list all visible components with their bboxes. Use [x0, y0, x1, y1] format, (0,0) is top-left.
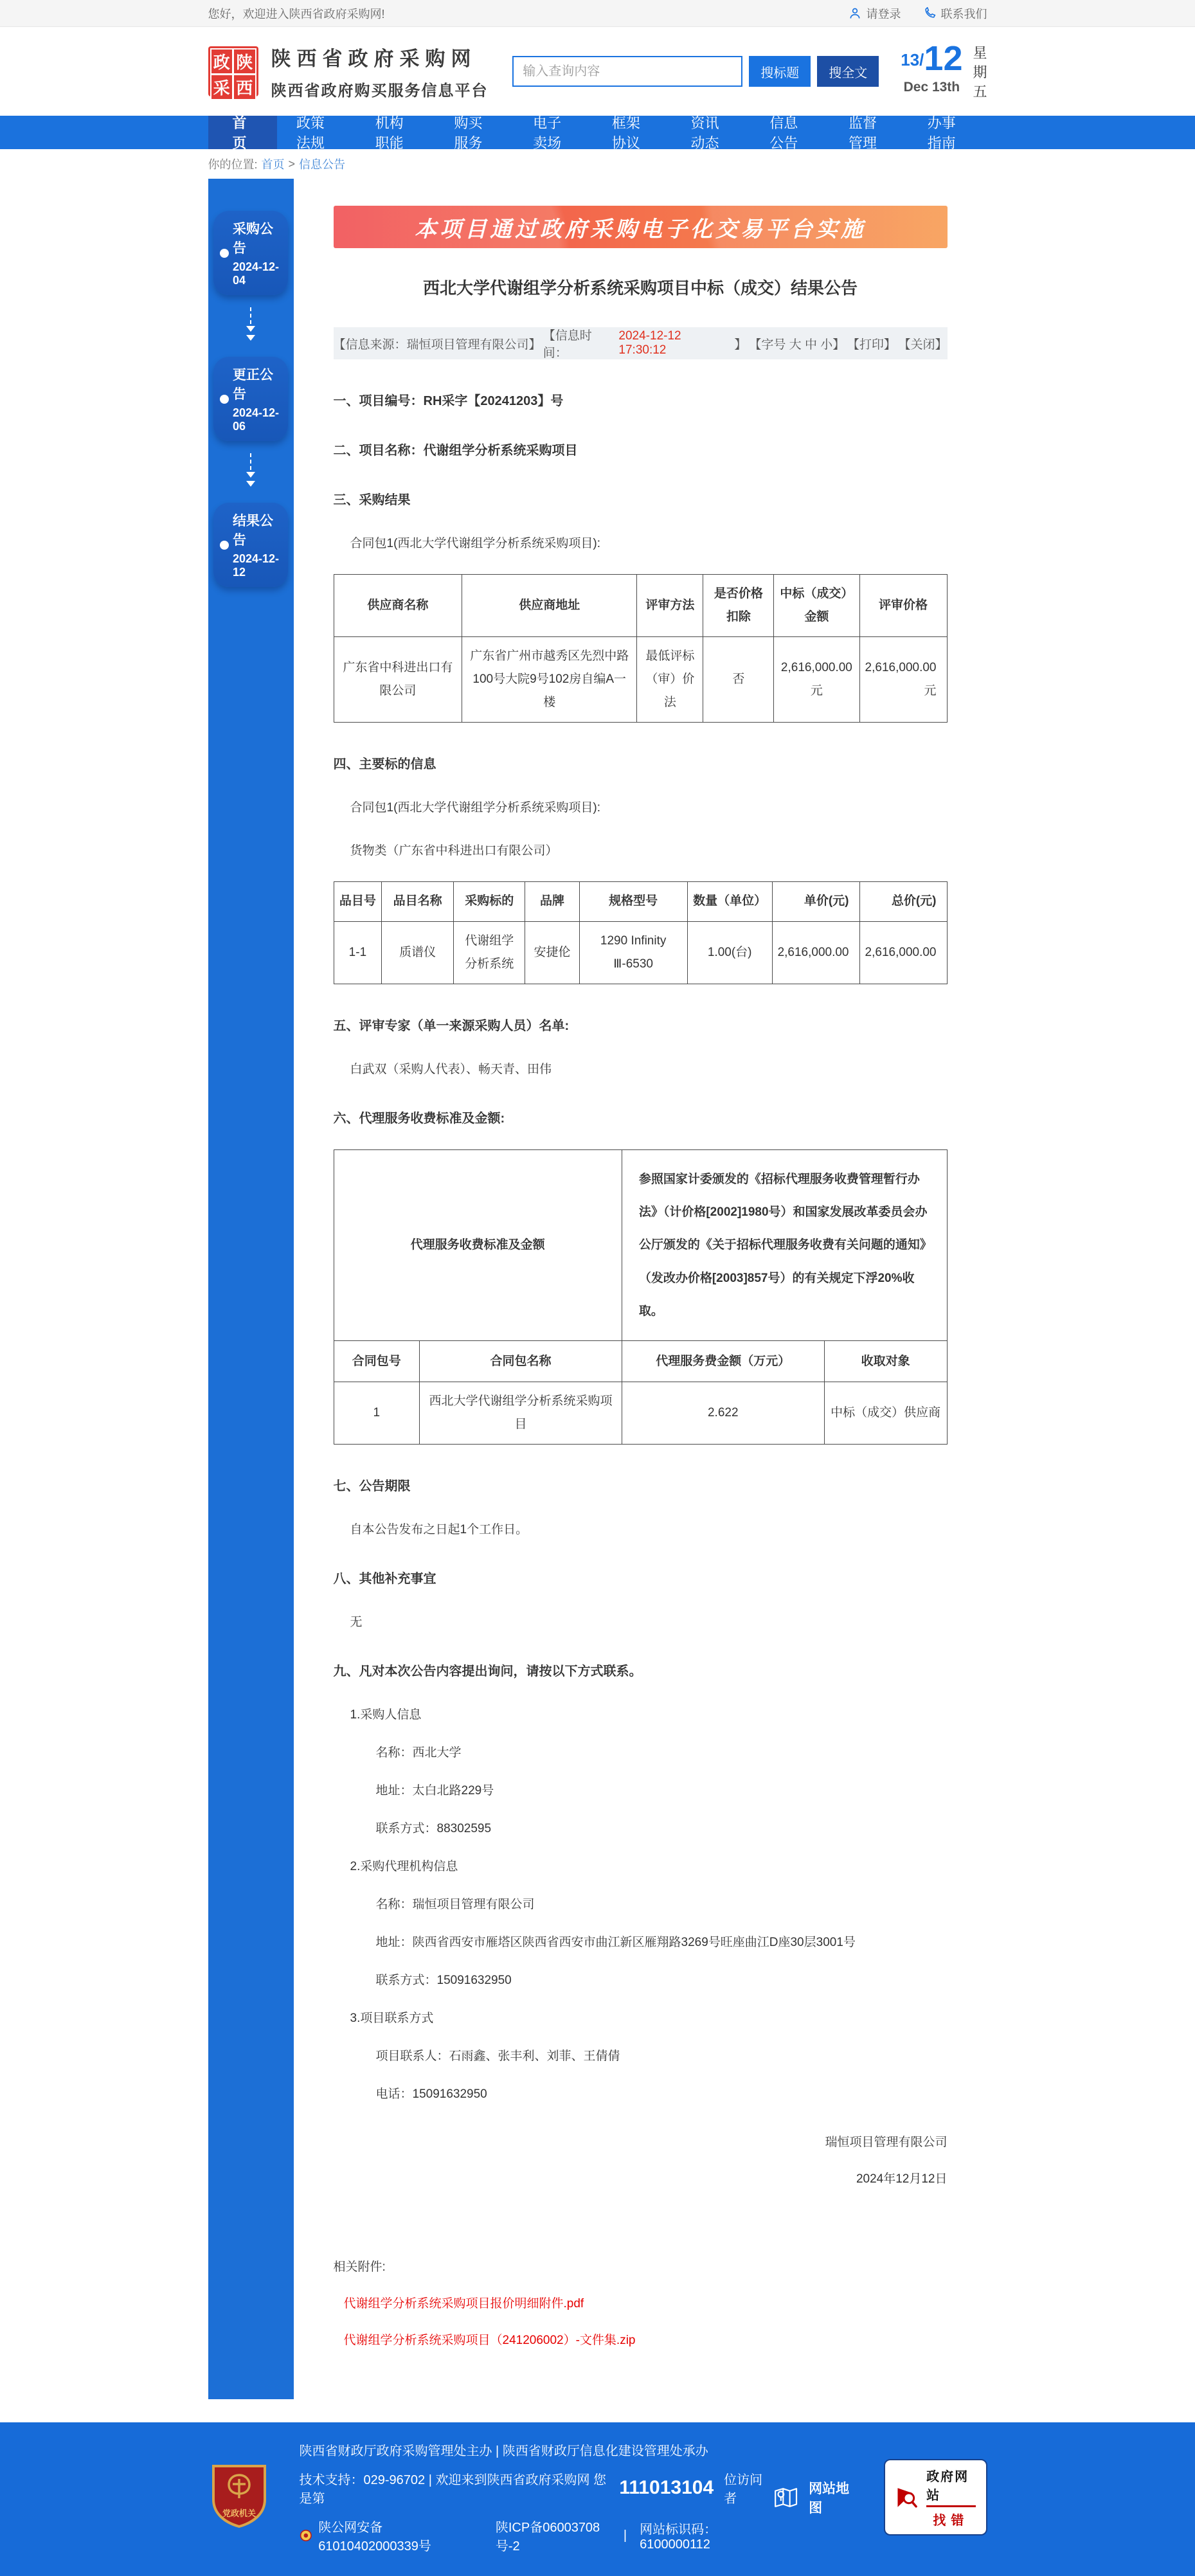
section-other-matters: 八、其他补充事宜: [333, 1572, 436, 1587]
announcement-title: 西北大学代谢组学分析系统采购项目中标（成交）结果公告: [422, 278, 858, 298]
print-button[interactable]: 【打印】: [847, 338, 896, 352]
section-procurement-result: 三、采购结果: [333, 493, 411, 507]
party-government-emblem: [208, 2462, 270, 2532]
visitor-count: 111013104: [619, 2477, 714, 2499]
footer-beian-line: 陕公网安备 61010402000339号 陕ICP备06003708号-2 | 网站标识码：6100000112: [300, 2517, 772, 2554]
search-input[interactable]: [512, 56, 742, 87]
article-panel: [294, 179, 987, 2399]
section-agency-fee: 六、代理服务收费标准及金额:: [333, 1111, 505, 1126]
breadcrumb: [0, 149, 1195, 179]
section-main-items: 四、主要标的信息: [333, 757, 436, 772]
breadcrumb-label: 你的位置:: [208, 158, 258, 171]
e-platform-banner: 本项目通过政府采购电子化交易平台实施: [334, 206, 948, 248]
agency-phone: 联系方式：15091632950: [375, 1974, 512, 1988]
section-contact: 九、凡对本次公告内容提出询问，请按以下方式联系。: [333, 1664, 642, 1679]
timeline-step-procurement-announcement[interactable]: 采购公告 2024-12-04: [213, 211, 288, 295]
close-button[interactable]: 【关闭】: [898, 338, 948, 352]
nav-item-home[interactable]: 首页: [208, 116, 277, 149]
section-project-name: 二、项目名称：代谢组学分析系统采购项目: [333, 444, 578, 458]
other-matters-text: 无: [350, 1616, 363, 1630]
timeline-step-correction-announcement[interactable]: 更正公告 2024-12-06: [213, 357, 288, 441]
breadcrumb-separator: >: [288, 157, 296, 170]
date-english: Dec 13th: [903, 80, 960, 95]
goods-category-line: 货物类（广东省中科进出口有限公司）: [350, 844, 558, 858]
nav-item-guide[interactable]: 办事指南: [927, 115, 956, 151]
announcement-timeline-sidebar: [208, 179, 294, 2399]
login-link[interactable]: 请登录: [849, 5, 901, 22]
search-title-button[interactable]: 搜标题: [749, 56, 811, 87]
attachment-link-pdf[interactable]: 代谢组学分析系统采购项目报价明细附件.pdf: [343, 2297, 584, 2311]
section-experts: 五、评审专家（单一来源采购人员）名单:: [333, 1018, 570, 1033]
info-time-label: 【信息时间：: [543, 329, 592, 360]
table-row: 1 西北大学代谢组学分析系统采购项目 2.622 中标（成交）供应商: [334, 1382, 947, 1445]
table-row: 1-1 质谱仪 代谢组学分析系统 安捷伦 1290 Infinity Ⅲ-6530 1.00(台) 2,616,000.00 2,616,000.00: [334, 921, 947, 984]
phone-icon: [923, 7, 936, 20]
beian-psb-link[interactable]: 陕公网安备 61010402000339号: [318, 2521, 431, 2554]
agency-address: 地址：陕西省西安市雁塔区陕西省西安市曲江新区雁翔路3269号旺座曲江D座30层3001号: [375, 1936, 856, 1950]
timeline-arrow-icon: [246, 295, 255, 357]
items-table: 品目号 品目名称 采购标的 品牌 规格型号 数量（单位） 单价(元) 总价(元) 1-1 质谱仪 代谢组学分析系统 安捷伦 1290 Infinity Ⅲ-6530 1.00(台) 2,616,000.00 2,616,000.00: [334, 881, 948, 984]
nav-item-functions[interactable]: 机构职能: [375, 115, 404, 151]
nav-item-purchase-services[interactable]: 购买服务: [454, 115, 483, 151]
purchaser-phone: 联系方式：88302595: [375, 1822, 492, 1836]
signoff-org: 瑞恒项目管理有限公司: [825, 2136, 948, 2150]
sitemap-map-icon: [772, 2483, 798, 2512]
breadcrumb-current-link[interactable]: 信息公告: [299, 158, 346, 171]
site-title: 陕西省政府采购网: [271, 48, 477, 70]
nav-item-e-mall[interactable]: 电子卖场: [533, 115, 562, 151]
welcome-text: 您好，欢迎进入陕西省政府采购网!: [208, 7, 385, 21]
agency-info-title: 2.采购代理机构信息: [350, 1860, 458, 1874]
main-nav: [0, 116, 1195, 149]
result-table: 供应商名称 供应商地址 评审方法 是否价格扣除 中标（成交）金额 评审价格 广东省中科进出口有限公司 广东省广州市越秀区先烈中路100号大院9号102房自编A一楼 最低评标（审）价法 否 2,616,000.00元 2,616,000.00元: [334, 574, 948, 723]
purchaser-address: 地址：太白北路229号: [375, 1784, 494, 1798]
user-icon: [849, 7, 861, 20]
section-project-number: 一、项目编号：RH采字【20241203】号: [333, 394, 564, 408]
nav-item-supervision[interactable]: 监督管理: [849, 115, 877, 151]
sitemap-link[interactable]: 网站地图: [772, 2478, 856, 2517]
agency-name: 名称：瑞恒项目管理有限公司: [375, 1898, 535, 1912]
contract-package-line: 合同包1(西北大学代谢组学分析系统采购项目):: [350, 801, 601, 815]
search-box: [512, 56, 879, 87]
contact-us-link[interactable]: 联系我们: [923, 5, 987, 22]
nav-item-announcements[interactable]: 信息公告: [769, 115, 798, 151]
footer-sponsor-line: 陕西省财政厅政府采购管理处主办 | 陕西省财政厅信息化建设管理处承办: [299, 2444, 708, 2459]
experts-names: 白武双（采购人代表）、畅天青、田伟: [350, 1062, 552, 1076]
nav-item-news[interactable]: 资讯动态: [690, 115, 719, 151]
announcement-period-text: 自本公告发布之日起1个工作日。: [350, 1523, 528, 1537]
contract-package-line: 合同包1(西北大学代谢组学分析系统采购项目):: [350, 537, 601, 550]
beian-icp-link[interactable]: 陕ICP备06003708号-2: [495, 2521, 600, 2554]
date-day-big: 12: [924, 39, 963, 78]
project-contact-names: 项目联系人：石雨鑫、张丰利、刘菲、王倩倩: [375, 2049, 620, 2064]
search-fulltext-button[interactable]: 搜全文: [817, 56, 879, 87]
svg-text:党政机关: 党政机关: [222, 2508, 256, 2519]
police-badge-icon: [300, 2528, 312, 2543]
table-row: 代理服务收费标准及金额 参照国家计委颁发的《招标代理服务收费管理暂行办法》（计价格[2002]1980号）和国家发展改革委员会办公厅颁发的《关于招标代理服务收费有关问题的通知》（发改办价格[2003]857号）的有关规定下浮20%收取。: [334, 1149, 947, 1340]
badge-gov-site-label: 政府网站: [926, 2466, 975, 2507]
site-logo: 政 陕 采 西: [208, 46, 258, 96]
signoff: [334, 2132, 948, 2186]
article-meta-bar: 【信息来源：瑞恒项目管理有限公司】 【信息时间： 2024-12-12 17:30:12 】 【字号 大 中 小】 【打印】 【关闭】: [334, 327, 948, 359]
site-header: [0, 27, 1195, 116]
purchaser-info-title: 1.采购人信息: [350, 1708, 422, 1722]
error-finder-magnifier-icon: [895, 2484, 919, 2511]
date-widget: [901, 41, 987, 102]
font-size-controls[interactable]: 【字号 大 中 小】: [749, 338, 845, 352]
footer-support-line: 技术支持：029-96702 | 欢迎来到陕西省政府采购网 您是第 111013104 位访问者: [299, 2473, 763, 2507]
attachments-label: 相关附件:: [333, 2260, 386, 2274]
gov-site-error-report-badge[interactable]: [884, 2459, 987, 2535]
section-announcement-period: 七、公告期限: [333, 1479, 411, 1494]
attachments: [334, 2257, 948, 2348]
attachment-link-zip[interactable]: 代谢组学分析系统采购项目（241206002）-文件集.zip: [343, 2334, 636, 2348]
top-utility-bar: [0, 0, 1195, 27]
weekday-label: 星 期 五: [973, 45, 987, 100]
table-row: 广东省中科进出口有限公司 广东省广州市越秀区先烈中路100号大院9号102房自编A一楼 最低评标（审）价法 否 2,616,000.00元 2,616,000.00元: [334, 637, 947, 723]
site-subtitle: 陕西省政府购买服务信息平台: [271, 82, 489, 100]
nav-item-framework[interactable]: 框架协议: [611, 115, 640, 151]
signoff-date: 2024年12月12日: [856, 2172, 948, 2186]
timeline-arrow-icon: [246, 441, 255, 503]
info-time-value: 2024-12-12 17:30:12: [618, 329, 681, 357]
nav-item-policies[interactable]: 政策法规: [296, 115, 325, 151]
project-contact-title: 3.项目联系方式: [350, 2012, 434, 2026]
timeline-step-result-announcement[interactable]: 结果公告 2024-12-12: [213, 503, 288, 587]
site-code: 网站标识码：6100000112: [640, 2523, 717, 2552]
date-day-small: 13/: [901, 50, 924, 69]
info-source: 【信息来源：瑞恒项目管理有限公司】: [333, 338, 541, 352]
agency-fee-table: 代理服务收费标准及金额 参照国家计委颁发的《招标代理服务收费管理暂行办法》（计价格[2002]1980号）和国家发展改革委员会办公厅颁发的《关于招标代理服务收费有关问题的通知》（发改办价格[2003]857号）的有关规定下浮20%收取。 合同包号 合同包名称 代理服务费金额（万元） 收取对象 1 西北大学代谢组学分析系统采购项目 2.622 中标（成交）供应商: [334, 1149, 948, 1445]
purchaser-name: 名称：西北大学: [375, 1746, 462, 1760]
badge-find-error-label: 找错: [933, 2514, 969, 2528]
breadcrumb-home-link[interactable]: 首页: [261, 158, 285, 171]
project-contact-phone: 电话：15091632950: [375, 2087, 487, 2102]
site-footer: [0, 2422, 1195, 2576]
